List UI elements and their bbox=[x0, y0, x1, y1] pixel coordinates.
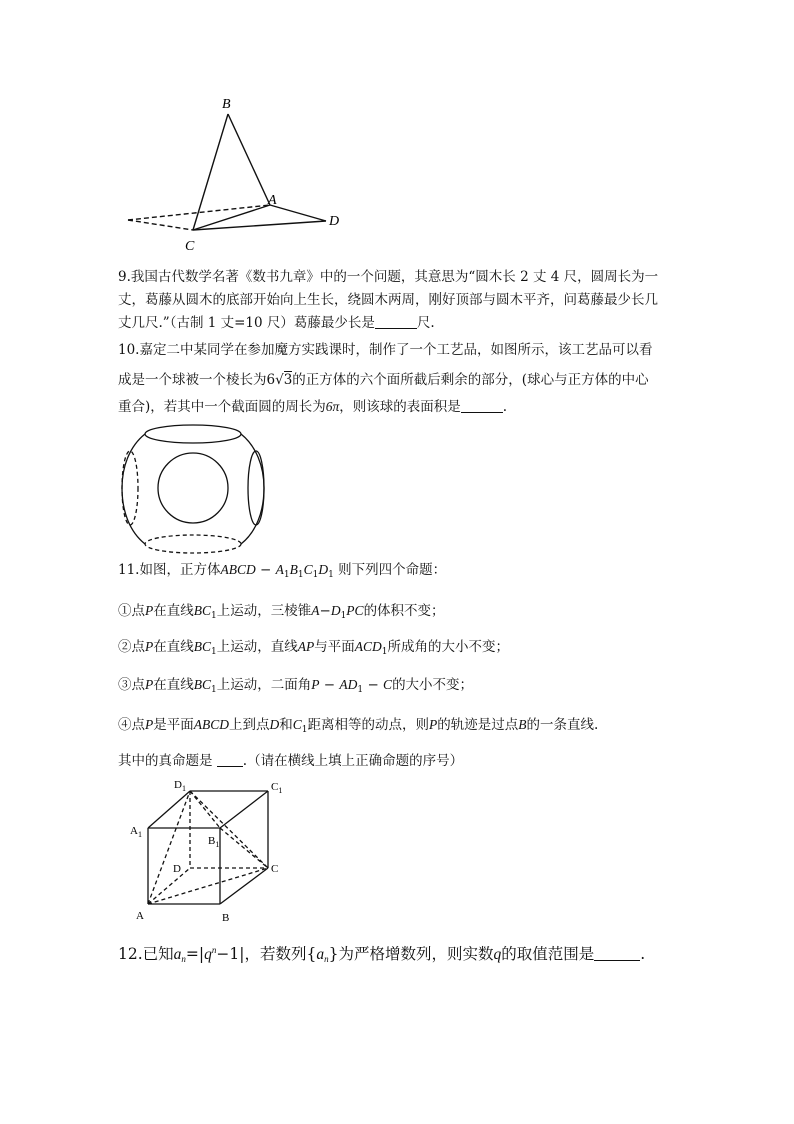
edge-BA bbox=[228, 114, 270, 205]
q11-prop1: ①点P在直线$BC_1$上运动，三棱锥$A-D_1PC$的体积不变； bbox=[118, 603, 445, 621]
edge-AD bbox=[148, 868, 190, 904]
q9-line1: 9.我国古代数学名著《数书九章》中的一个问题，其意思为“圆木长 2 丈 4 尺，圆周长为一 bbox=[118, 269, 659, 285]
q10-line1: 10.嘉定二中某同学在参加魔方实践课时，制作了一个工艺品，如图所示，该工艺品可以看 bbox=[118, 342, 653, 358]
diag-AC bbox=[148, 868, 268, 904]
label-C: C bbox=[185, 239, 195, 254]
front-circle bbox=[158, 453, 228, 523]
label-A: A bbox=[136, 910, 144, 922]
edge-BC bbox=[193, 114, 228, 230]
edge-AD bbox=[270, 205, 326, 221]
bottom-circle bbox=[145, 535, 241, 553]
top-circle bbox=[145, 425, 241, 443]
q12-line: 12.已知$a_n=|q^n-1|$，若数列$\{a_n\}$为严格增数列，则实数q的取值范围是 . bbox=[118, 945, 646, 964]
edge-BC bbox=[220, 868, 268, 904]
answer-blank[interactable] bbox=[594, 946, 640, 961]
left-circle bbox=[122, 451, 138, 525]
answer-blank[interactable] bbox=[461, 398, 503, 413]
label-D1: $D_1$ bbox=[174, 779, 186, 793]
answer-blank[interactable] bbox=[217, 752, 243, 767]
diag-D1C bbox=[190, 791, 268, 868]
q9-line2: 丈，葛藤从圆木的底部开始向上生长，绕圆木两周，刚好顶部与圆木平齐，问葛藤最少长几 bbox=[118, 292, 658, 308]
edge-CD bbox=[193, 221, 326, 230]
right-circle bbox=[248, 451, 264, 525]
sphere-arc bbox=[241, 434, 264, 488]
label-B1: $B_1$ bbox=[208, 835, 220, 849]
q10-line2: 成是一个球被一个棱长为6√3的正方体的六个面所截后剩余的部分，(球心与正方体的中心 bbox=[118, 372, 649, 388]
q11-ask: 其中的真命题是 .（请在横线上填上正确命题的序号） bbox=[118, 753, 464, 769]
q10-line3: 重合)，若其中一个截面圆的周长为6π，则该球的表面积是 . bbox=[118, 399, 508, 415]
answer-blank[interactable] bbox=[375, 314, 417, 329]
sphere-arc bbox=[122, 488, 145, 544]
diag-D1B1 bbox=[190, 791, 220, 828]
sphere-arc bbox=[122, 434, 145, 488]
q11-prop4: ④点P是平面ABCD上到点D和$C_1$距离相等的动点，则P的轨迹是过点B的一条直线. bbox=[118, 717, 599, 735]
cube-figure bbox=[118, 776, 298, 926]
q9-line3: 丈几尺.”（古制 1 丈=10 尺）葛藤最少长是 尺. bbox=[118, 315, 435, 331]
sphere-arc bbox=[241, 488, 264, 544]
label-C: C bbox=[271, 863, 279, 875]
label-A: A bbox=[268, 193, 277, 208]
edge-B1C1 bbox=[220, 791, 268, 828]
diag-B1C bbox=[220, 828, 268, 868]
label-B: B bbox=[222, 97, 231, 112]
diag-AD1 bbox=[148, 791, 190, 904]
label-D: D bbox=[173, 863, 181, 875]
q11-prop2: ②点P在直线$BC_1$上运动，直线AP与平面$ACD_1$所成角的大小不变； bbox=[118, 639, 509, 657]
q11-prop3: ③点P在直线$BC_1$上运动，二面角$P - AD_1 - C$的大小不变； bbox=[118, 677, 474, 695]
tetrahedron-figure bbox=[118, 92, 358, 262]
label-B: B bbox=[222, 912, 230, 924]
label-A1: $A_1$ bbox=[130, 825, 142, 839]
label-C1: $C_1$ bbox=[271, 781, 283, 795]
q11-intro: 11.如图，正方体ABCD − $A_1B_1C_1D_1$ 则下列四个命题： bbox=[118, 562, 447, 580]
truncated-sphere-figure bbox=[118, 418, 268, 566]
dashed-line bbox=[128, 220, 193, 230]
label-D: D bbox=[329, 214, 340, 229]
